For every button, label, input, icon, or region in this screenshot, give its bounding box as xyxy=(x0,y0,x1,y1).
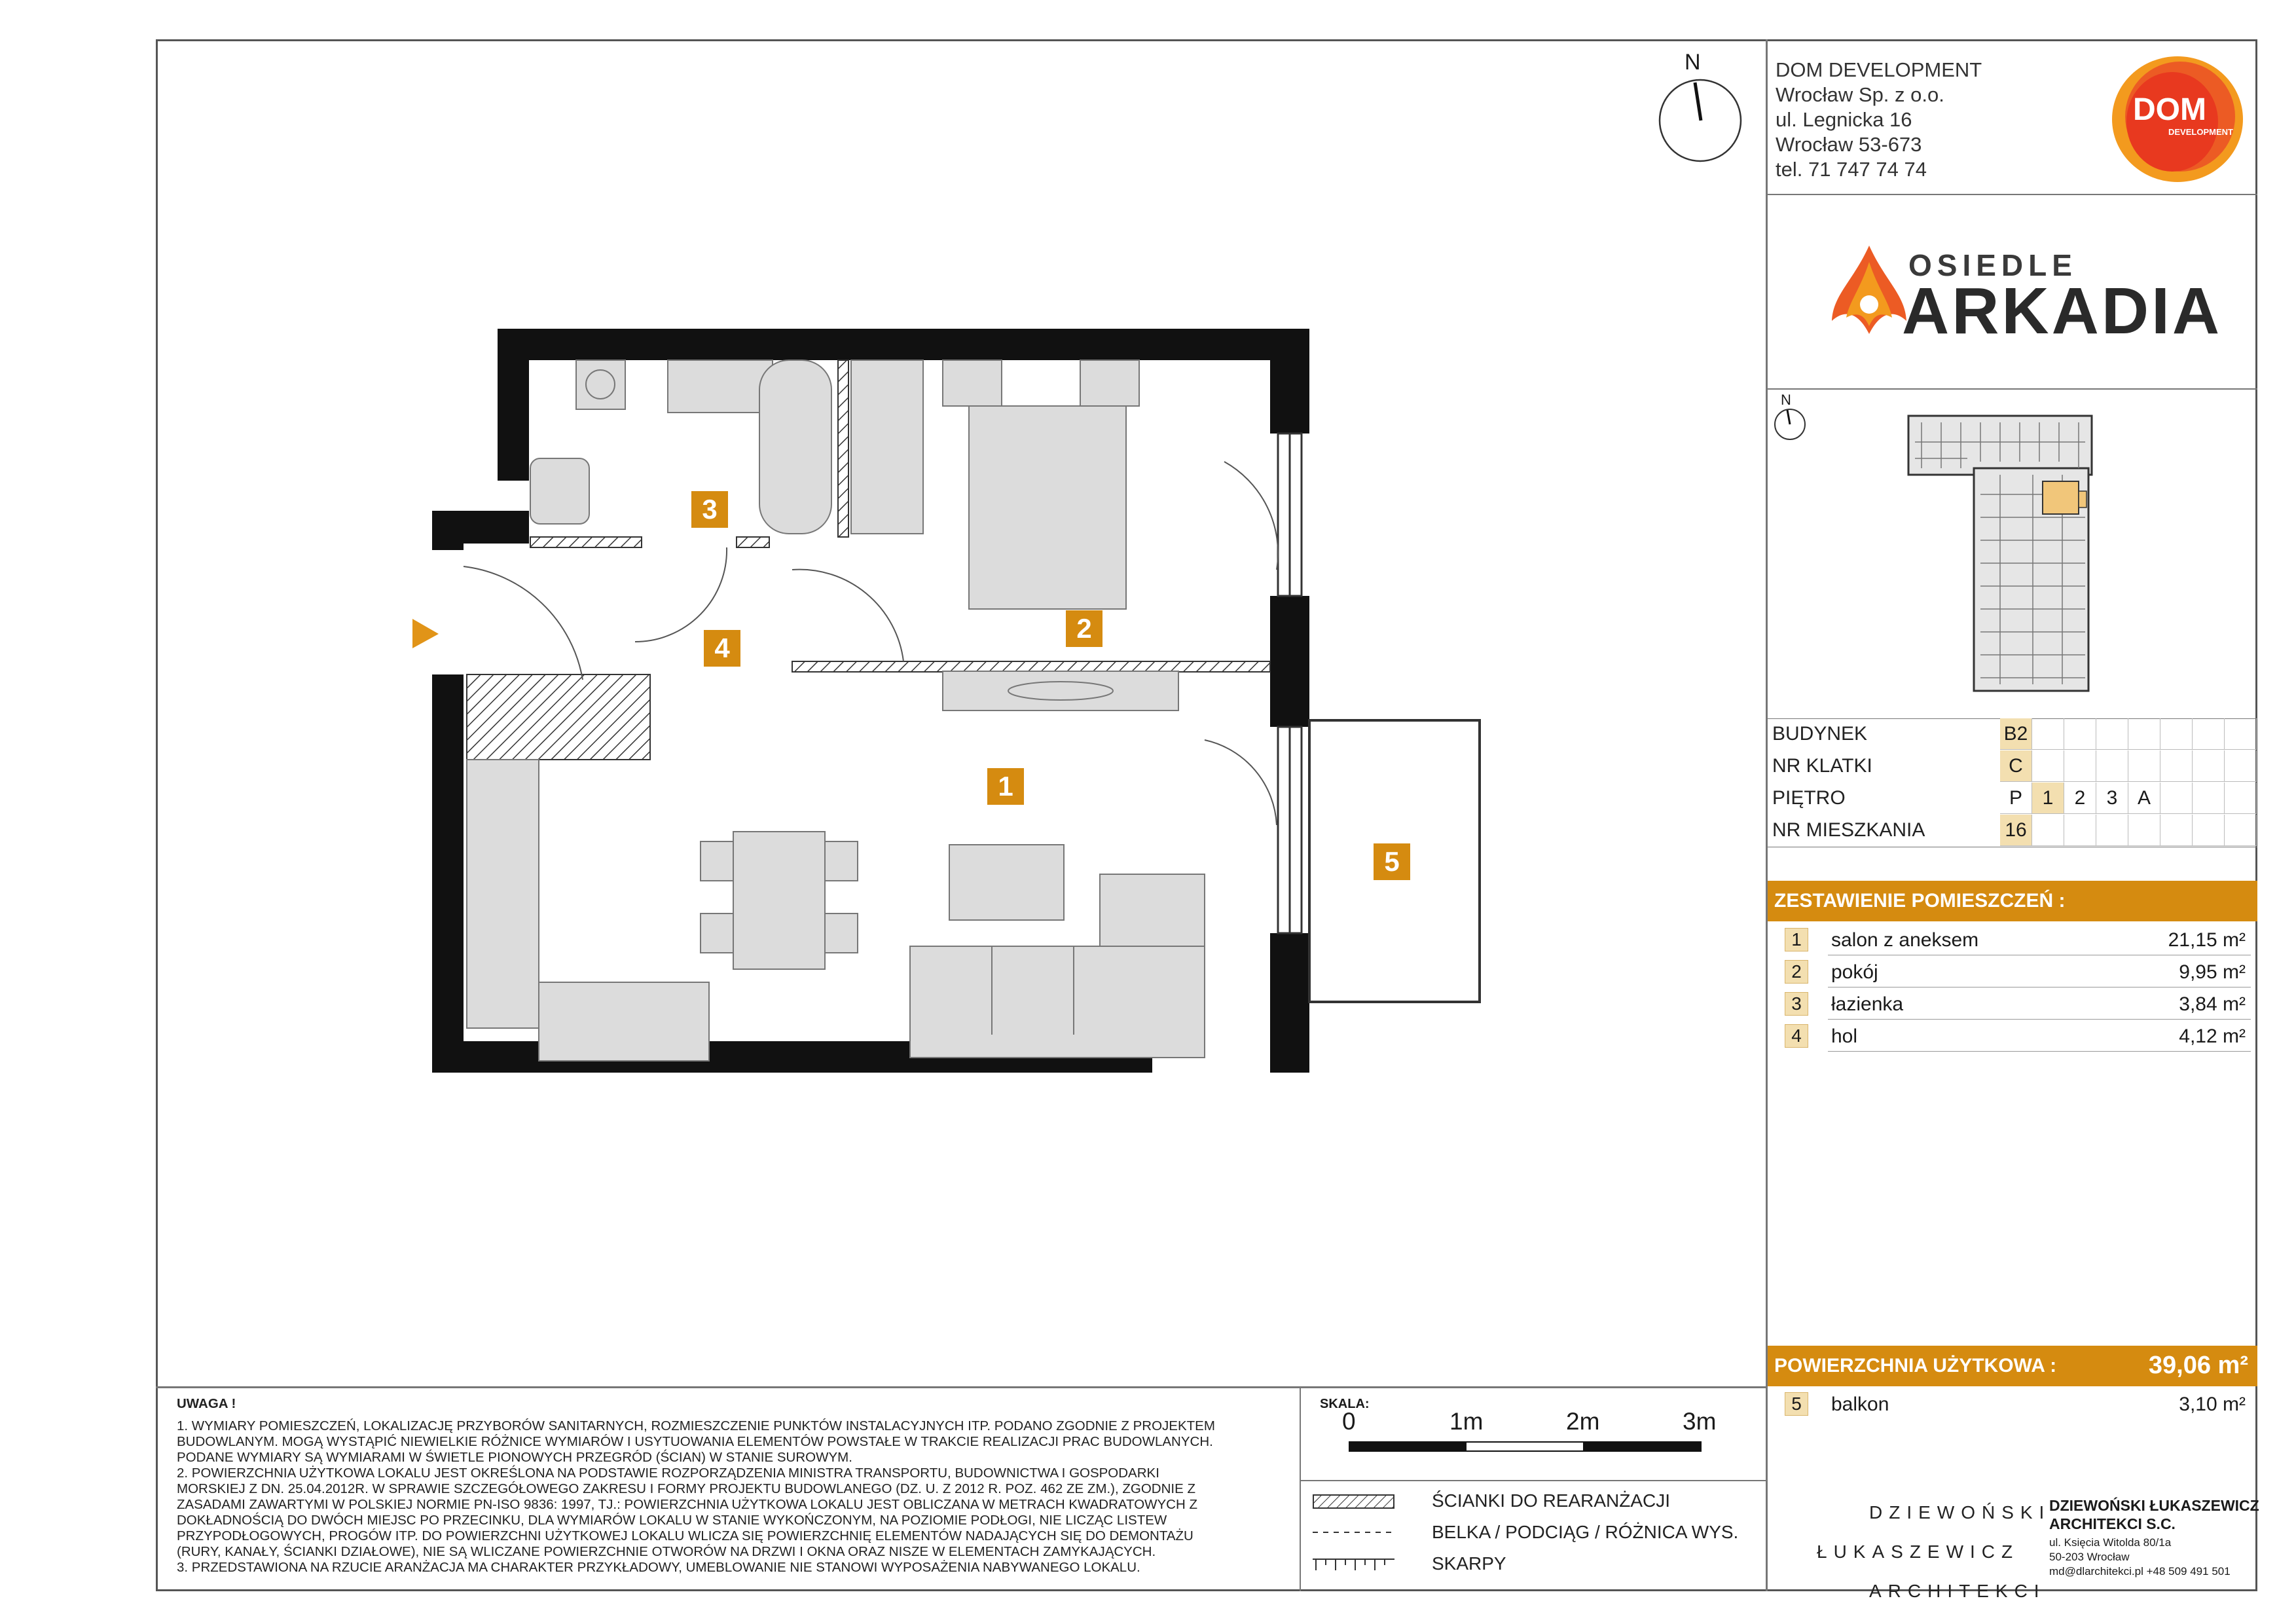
info-cell xyxy=(2096,750,2128,782)
architect-address-line: ul. Księcia Witolda 80/1a xyxy=(2049,1536,2172,1549)
room-badge-4: 4 xyxy=(704,630,740,667)
room-area: 3,84 m² xyxy=(2179,993,2246,1015)
architect-logo-line: ARCHITEKCI xyxy=(1869,1581,2046,1601)
total-area-value: 39,06 m² xyxy=(2148,1352,2248,1379)
room-row xyxy=(1768,956,2257,987)
info-cell xyxy=(2128,815,2160,846)
info-cell xyxy=(2064,815,2096,846)
legend-dashed-icon xyxy=(1313,1529,1394,1536)
info-cell xyxy=(2096,815,2128,846)
keyplan-divider xyxy=(1766,388,2257,390)
scale-tick-0: 0 xyxy=(1342,1408,1356,1435)
note-line: PRZYPODŁOGOWYCH, PROGÓW ITP. DO POWIERZCHNI UŻYTKOWEJ LOKALU WLICZA SIĘ POWIERZCHNIĘ ELEMENTÓW NADAJĄCYCH SIĘ DO DEMONTAŻU xyxy=(177,1528,1194,1543)
scale-divider xyxy=(1300,1386,1301,1591)
scale-tick-2: 2m xyxy=(1566,1408,1600,1435)
architect-name-line: DZIEWOŃSKI ŁUKASZEWICZ xyxy=(2049,1497,2259,1514)
logo-arkadia: ARKADIA xyxy=(1902,274,2223,348)
info-cell xyxy=(2225,718,2257,750)
info-label-budynek: BUDYNEK xyxy=(1772,723,1868,745)
room-area: 9,95 m² xyxy=(2179,961,2246,983)
total-area-label: POWIERZCHNIA UŻYTKOWA : xyxy=(1774,1355,2057,1376)
architect-logo xyxy=(1817,1493,2050,1611)
room-badge-2: 2 xyxy=(1066,610,1102,647)
key-plan xyxy=(1902,409,2098,697)
info-cell xyxy=(2032,815,2064,846)
summary-header xyxy=(1768,881,2257,921)
info-cell xyxy=(2225,815,2257,846)
info-cell xyxy=(2160,783,2193,814)
room-name: salon z aneksem xyxy=(1831,929,1979,951)
company-address xyxy=(1776,58,1982,182)
room-name: pokój xyxy=(1831,961,1878,983)
architect-address xyxy=(2049,1536,2231,1579)
dom-development-logo xyxy=(2107,51,2246,190)
legend-divider xyxy=(1301,1480,1766,1481)
legend-label: SKARPY xyxy=(1432,1553,1506,1574)
room-name: balkon xyxy=(1831,1393,1889,1415)
company-line: ul. Legnicka 16 xyxy=(1776,108,1912,131)
scale-tick-3: 3m xyxy=(1683,1408,1717,1435)
keyplan-north-icon xyxy=(1773,407,1807,441)
note-line: MORSKIEJ Z DN. 25.04.2012R. W SPRAWIE SZCZEGÓŁOWEGO ZAKRESU I FORMY PROJEKTU BUDOWLANEGO (DZ. U. Z 2012 R. POZ. 462 ZE ZM.), ZGODNIE Z xyxy=(177,1481,1195,1496)
floor-plan xyxy=(393,321,1506,1107)
info-cell xyxy=(2193,815,2225,846)
note-line: 1. WYMIARY POMIESZCZEŃ, LOKALIZACJĘ PRZYBORÓW SANITARNYCH, ROZMIESZCZENIE PUNKTÓW INSTALACYJNYCH ITP. PODANO ZGODNIE Z PROJEKTEM xyxy=(177,1418,1215,1433)
note-line: BUDOWLANYM. MOGĄ WYSTĄPIĆ NIEWIELKIE RÓŻNICE WYMIARÓW I USYTUOWANIA ELEMENTÓW POWSTAŁE W TRAKCIE REALIZACJI PRAC BUDOWLANYCH. xyxy=(177,1434,1213,1449)
info-cell xyxy=(2225,750,2257,782)
legend-hatch-icon xyxy=(1313,1494,1394,1509)
room-area: 4,12 m² xyxy=(2179,1025,2246,1047)
room-row xyxy=(1768,1020,2257,1052)
scale-title: SKALA: xyxy=(1320,1397,1370,1411)
info-cell xyxy=(2128,750,2160,782)
info-label-mieszkanie: NR MIESZKANIA xyxy=(1772,819,1925,841)
room-name: łazienka xyxy=(1831,993,1904,1015)
note-line: DOKŁADNOŚCIĄ DO DWÓCH MIEJSC PO PRZECINKU, DLA WYMIARÓW LOKALU W STANIE WYKOŃCZONYM, NA POZIOMIE PODŁOGI, NIE LICZĄC LISTEW xyxy=(177,1513,1167,1528)
note-line: (RURY, KANAŁY, ŚCIANKI DZIAŁOWE), NIE SĄ WLICZANE POWIERZCHNIE OTWORÓW NA DRZWI I OKNA ORAZ NISZE W ELEMENTACH ZAMYKAJĄCYCH. xyxy=(177,1544,1156,1559)
info-cell xyxy=(2193,750,2225,782)
notes-block xyxy=(177,1396,1283,1576)
architect-address-line: md@dlarchitekci.pl +48 509 491 501 xyxy=(2049,1565,2231,1578)
north-label: N xyxy=(1685,50,1701,75)
info-cell: 1 xyxy=(2032,783,2064,814)
architect-address-line: 50-203 Wrocław xyxy=(2049,1551,2130,1563)
north-arrow-icon xyxy=(1658,77,1743,164)
architect-logo-line: DZIEWOŃSKI xyxy=(1869,1502,2051,1522)
company-line: Wrocław 53-673 xyxy=(1776,133,1922,156)
info-cell xyxy=(2160,718,2193,750)
room-badge-5: 5 xyxy=(1374,843,1410,880)
info-cell xyxy=(2160,815,2193,846)
info-cell xyxy=(2096,718,2128,750)
room-number: 3 xyxy=(1785,992,1808,1016)
room-number: 2 xyxy=(1785,960,1808,984)
info-cell: 2 xyxy=(2064,783,2096,814)
info-cell xyxy=(2193,718,2225,750)
dom-logo-subtext: DEVELOPMENT xyxy=(2168,127,2233,137)
room-badge-3: 3 xyxy=(691,491,728,528)
info-cell xyxy=(2225,783,2257,814)
header-divider xyxy=(1766,194,2257,195)
arkadia-logo-icon xyxy=(1827,242,1912,341)
dom-logo-text: DOM xyxy=(2133,92,2206,127)
notes-title: UWAGA ! xyxy=(177,1396,236,1411)
keyplan-north-label: N xyxy=(1781,392,1791,408)
room-name: hol xyxy=(1831,1025,1858,1047)
room-badge-1: 1 xyxy=(987,768,1024,805)
room-row xyxy=(1768,988,2257,1020)
room-number: 4 xyxy=(1785,1024,1808,1048)
note-line: PODANE WYMIARY SĄ WYMIARAMI W ŚWIETLE PIONOWYCH PRZEGRÓD (ŚCIAN) W STANIE SUROWYM. xyxy=(177,1450,852,1465)
room-row xyxy=(1768,924,2257,955)
balcony-row xyxy=(1768,1388,2257,1420)
info-cell: C xyxy=(2000,750,2032,782)
room-area: 3,10 m² xyxy=(2179,1393,2246,1415)
info-cell: 3 xyxy=(2096,783,2128,814)
summary-header-text: ZESTAWIENIE POMIESZCZEŃ : xyxy=(1774,890,2066,912)
info-cell: 16 xyxy=(2000,815,2032,846)
notes-divider xyxy=(156,1386,1768,1388)
legend-slope-icon xyxy=(1313,1557,1394,1572)
room-divider xyxy=(1828,1019,2251,1020)
info-cell xyxy=(2193,783,2225,814)
legend-label: BELKA / PODCIĄG / RÓŻNICA WYS. xyxy=(1432,1522,1739,1542)
info-cell: B2 xyxy=(2000,718,2032,750)
info-cell xyxy=(2128,718,2160,750)
scale-bar xyxy=(1349,1441,1702,1452)
architect-name xyxy=(2049,1496,2259,1533)
scale-tick-1: 1m xyxy=(1449,1408,1484,1435)
note-line: 2. POWIERZCHNIA UŻYTKOWA LOKALU JEST OKREŚLONA NA PODSTAWIE ROZPORZĄDZENIA MINISTRA TRANSPORTU, BUDOWNICTWA I GOSPODARKI xyxy=(177,1466,1159,1481)
logo-osiedle: OSIEDLE xyxy=(1908,248,2077,282)
note-line: ZASADAMI ZAWARTYMI W POLSKIEJ NORMIE PN-ISO 9836: 1997, TJ.: POWIERZCHNIA UŻYTKOWA LOKALU JEST OBLICZANA W METRACH KWADRATOWYCH Z xyxy=(177,1497,1198,1512)
architect-name-line: ARCHITEKCI S.C. xyxy=(2049,1515,2176,1532)
total-area-bar xyxy=(1768,1346,2257,1386)
architect-logo-line: ŁUKASZEWICZ xyxy=(1817,1541,2020,1562)
info-cell xyxy=(2160,750,2193,782)
company-line: DOM DEVELOPMENT xyxy=(1776,58,1982,81)
info-cell: A xyxy=(2128,783,2160,814)
info-label-klatka: NR KLATKI xyxy=(1772,755,1872,777)
legend-label: ŚCIANKI DO REARANŻACJI xyxy=(1432,1490,1671,1511)
note-line: 3. PRZEDSTAWIONA NA RZUCIE ARANŻACJA MA CHARAKTER PRZYKŁADOWY, UMEBLOWANIE NIE STANOWI WYPOSAŻENIA NABYWANEGO LOKALU. xyxy=(177,1560,1140,1575)
info-cell xyxy=(2032,718,2064,750)
company-line: Wrocław Sp. z o.o. xyxy=(1776,83,1944,106)
room-area: 21,15 m² xyxy=(2168,929,2246,951)
info-cell xyxy=(2032,750,2064,782)
info-label-pietro: PIĘTRO xyxy=(1772,787,1846,809)
info-cell xyxy=(2064,750,2096,782)
info-cell: P xyxy=(2000,783,2032,814)
room-number: 1 xyxy=(1785,928,1808,951)
room-number: 5 xyxy=(1785,1392,1808,1416)
room-divider xyxy=(1828,1051,2251,1052)
info-cell xyxy=(2064,718,2096,750)
company-line: tel. 71 747 74 74 xyxy=(1776,158,1927,181)
